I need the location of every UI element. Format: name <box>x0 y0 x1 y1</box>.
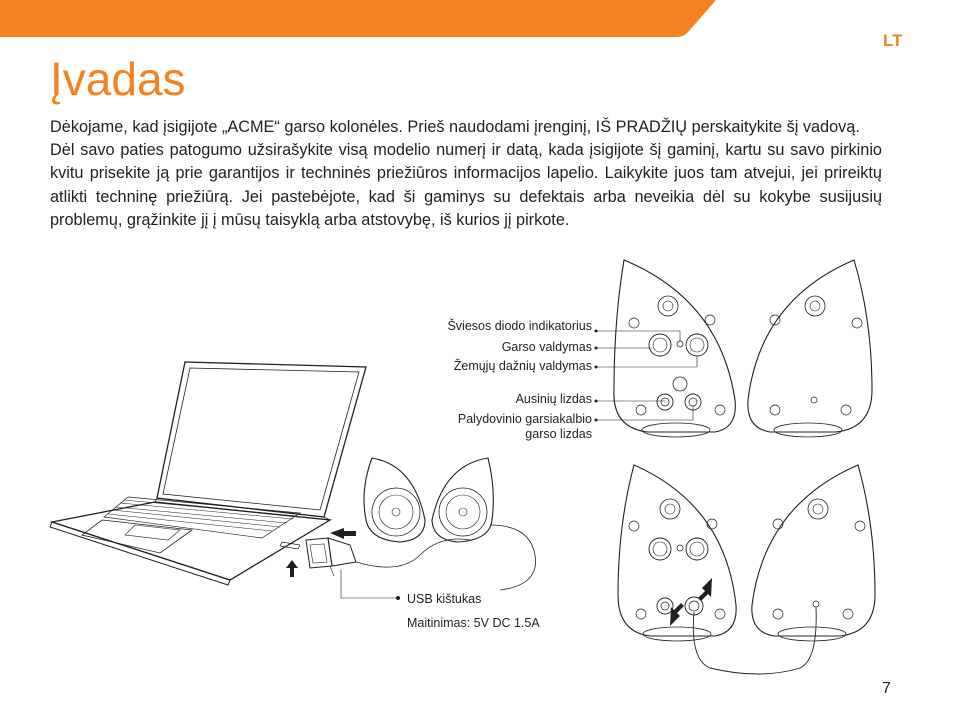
label-usb-plug: USB kištukas <box>407 592 482 606</box>
label-bass-control: Žemųjų dažnių valdymas <box>453 359 592 373</box>
rear-speakers-top-illustration <box>614 260 872 437</box>
label-satellite-jack-line2: garso lizdas <box>525 427 592 441</box>
intro-paragraph-2: Dėl savo paties patogumo užsirašykite visą modelio numerį ir datą, kada įsigijote šį gaminį, kartu su savo pirkinio kvitu prisekite ją prie garantijos ir techninės priežiūros informacijos lapelio. Laikykite juos tam atvejui, jei prireiktų atlikti techninę priežiūrą. Jei pastebėjote, kad ši gaminys su defektais arba neveikia dėl su kokybe susijusių problemų, grąžinkite jį į mūsų taisyklą arba atstovybę, iš kurios jį pirkote. <box>50 141 882 229</box>
label-led-indicator: Šviesos diodo indikatorius <box>447 319 592 333</box>
usb-plug-illustration <box>306 538 470 600</box>
label-headphone-jack: Ausinių lizdas <box>515 392 592 406</box>
label-volume-control: Garso valdymas <box>501 340 592 354</box>
page-number: 7 <box>882 680 891 697</box>
rear-speakers-bottom-illustration <box>618 465 875 674</box>
page-title: Įvadas <box>50 53 186 105</box>
label-power: Maitinimas: 5V DC 1.5A <box>407 616 540 630</box>
label-satellite-jack-line1: Palydovinio garsiakalbio <box>457 412 592 426</box>
intro-paragraph-1: Dėkojame, kad įsigijote „ACME“ garso kolonėles. Prieš naudodami įrenginį, IŠ PRADŽIŲ perskaitykite šį vadovą. <box>50 118 860 136</box>
laptop-illustration <box>50 362 366 585</box>
front-speakers-illustration <box>364 458 536 590</box>
language-code: LT <box>883 31 903 50</box>
